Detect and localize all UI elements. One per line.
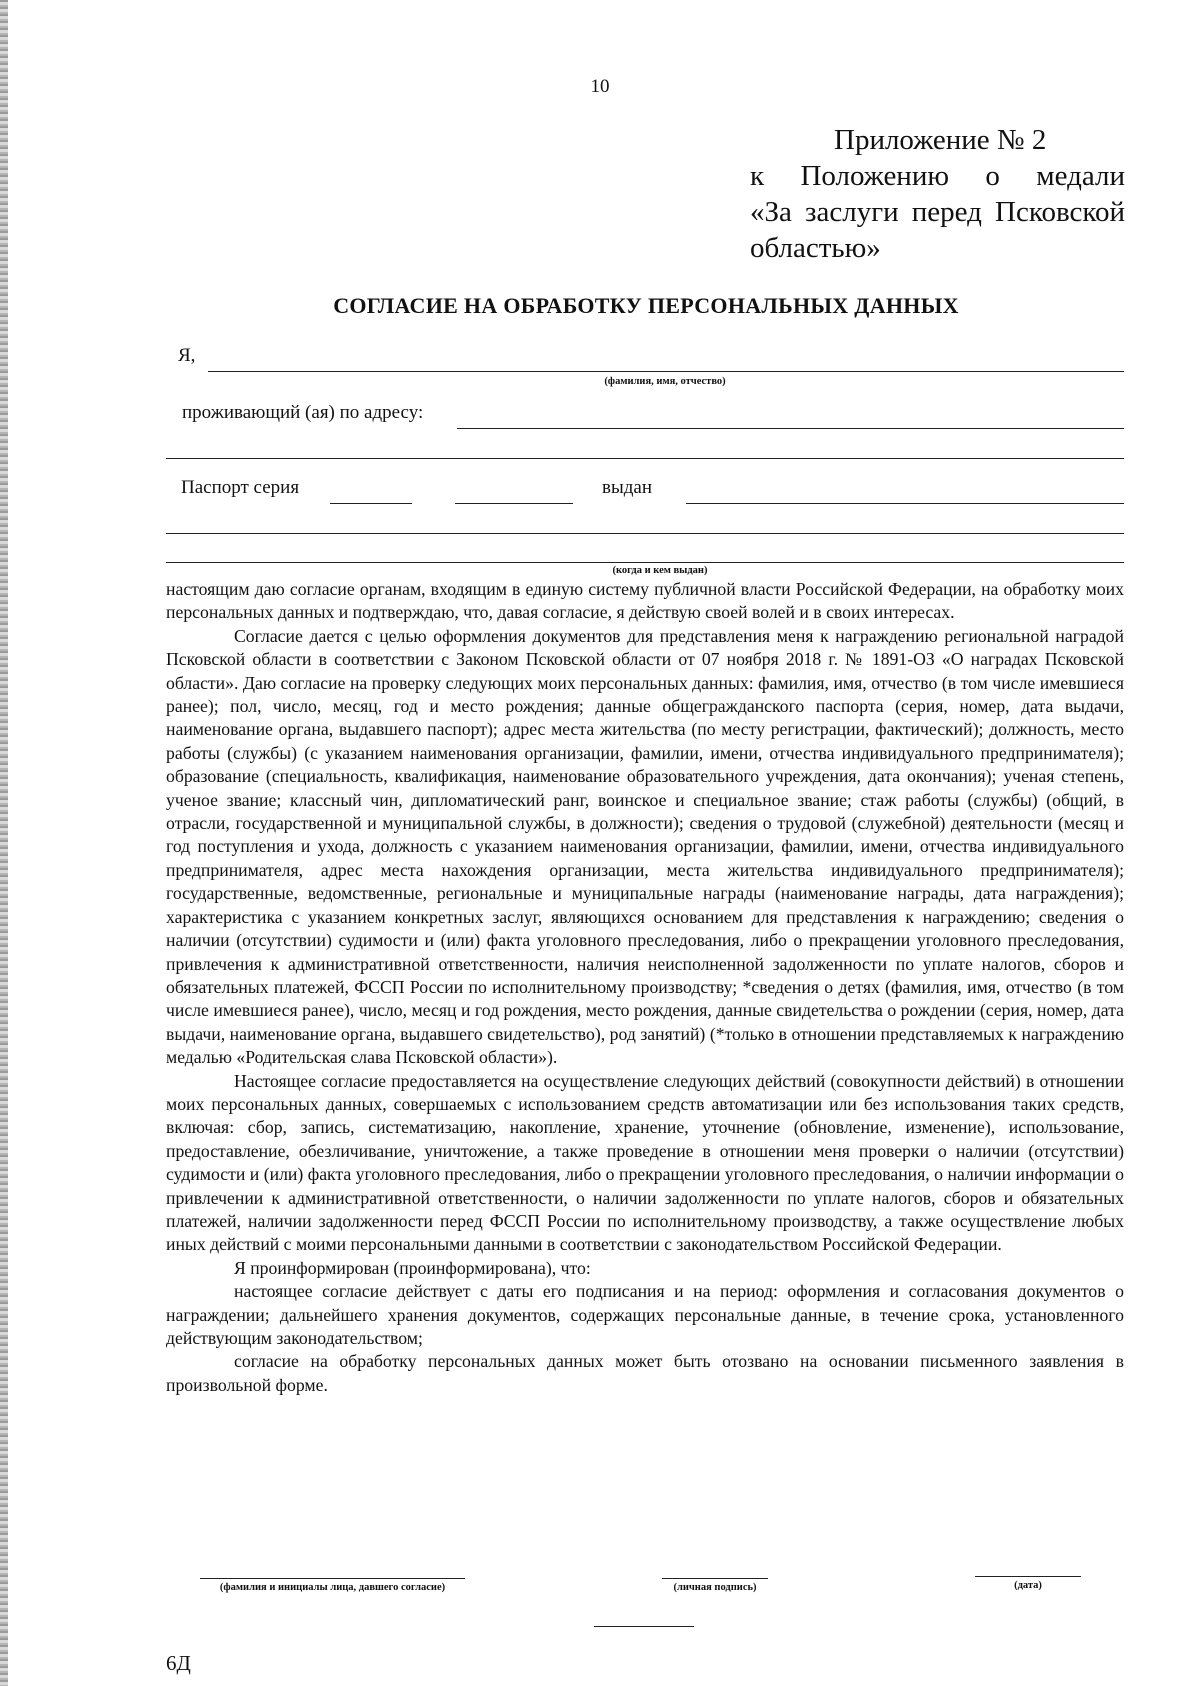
paragraph-actions: Настоящее согласие предоставляется на осуществление следующих действий (совокупности действий) в отношении моих персональных данных, совершаемых с использованием средств автоматизации или без использования таких средств, включая: сбор, запись, систематизацию, накопление, хранение, уточнение (обновление, изменение), использование, предоставление, обезличивание, уничтожение, а также проведение в отношении меня проверки о наличии (отсутствии) судимости и (или) факта уголовного преследования, либо о прекращении уголовного преследования, о наличии информации о привлечении к административной ответственности, о наличии задолженности по уплате налогов, сборов и обязательных платежей, наличии задолженности перед ФССП России по исполнительному производству, а также осуществление любых иных действий с моими персональными данными в соответствии с законодательством Российской Федерации. — [166, 1070, 1124, 1255]
consent-body — [166, 578, 1124, 1397]
name-signature-caption: (фамилия и инициалы лица, давшего согласие) — [219, 1582, 446, 1593]
address-label: проживающий (ая) по адресу: — [182, 402, 424, 423]
appendix-header — [750, 122, 1125, 266]
fio-caption: (фамилия, имя, отчество) — [604, 376, 726, 387]
ya-label: Я, — [178, 345, 196, 366]
issued-line-2[interactable] — [166, 533, 1124, 534]
appendix-line-4: областью» — [750, 232, 881, 264]
issued-line-3[interactable] — [166, 562, 1124, 563]
page-number: 10 — [590, 76, 610, 97]
scan-edge — [0, 0, 8, 1686]
address-line-1[interactable] — [457, 428, 1124, 429]
appendix-line-2: к Положению о медали — [750, 160, 1125, 192]
paragraph-purpose: Согласие дается с целью оформления документов для представления меня к награждению региональной наградой Псковской области в соответствии с Законом Псковской области от 07 ноября 2018 г. № 1891-ОЗ «О наградах Псковской области». Даю согласие на проверку следующих моих персональных данных: фамилия, имя, отчество (в том числе имевшиеся ранее); пол, число, месяц, год и место рождения; данные общегражданского паспорта (серия, номер, дата выдачи, наименование органа, выдавшего паспорт); адрес места жительства (по месту регистрации, фактический); должность, место работы (службы) (с указанием наименования организации, фамилии, имени, отчества индивидуального предпринимателя); образование (специальность, квалификация, наименование образовательного учреждения, дата окончания); ученая степень, ученое звание; классный чин, дипломатический ранг, воинское и специальное звание; стаж работы (службы) (общий, в отрасли, государственной и муниципальной службы, в должности); сведения о трудовой (служебной) деятельности (месяц и год поступления и ухода, должность с указанием наименования организации, фамилии, имени, отчества индивидуального предпринимателя, адрес места нахождения организации, места жительства индивидуального предпринимателя); государственные, ведомственные, региональные и муниципальные награды (наименование награды, дата награждения); характеристика с указанием конкретных заслуг, являющихся основанием для представления к награждению; сведения о наличии (отсутствии) судимости и (или) факта уголовного преследования, либо о прекращении уголовного преследования, привлечения к административной ответственности, наличия неисполненной задолженности по уплате налогов, сборов и обязательных платежей, ФССП России по исполнительному производству; *сведения о детях (фамилия, имя, отчество (в том числе имевшиеся ранее), число, месяц и год рождения, место рождения, данные свидетельства о рождении (серия, номер, дата выдачи, наименование органа, выдавшего свидетельство), род занятий) (*только в отношении представляемых к награждению медалью «Родительская слава Псковской области»). — [166, 625, 1124, 1068]
date-caption: (дата) — [1014, 1580, 1042, 1591]
paragraph-revocation: согласие на обработку персональных данных может быть отозвано на основании письменного заявления в произвольной форме. — [166, 1351, 1124, 1395]
passport-label: Паспорт серия — [181, 477, 300, 498]
paragraph-informed: Я проинформирован (проинформирована), что: — [234, 1257, 591, 1278]
document-title: СОГЛАСИЕ НА ОБРАБОТКУ ПЕРСОНАЛЬНЫХ ДАННЫХ — [333, 293, 959, 318]
bottom-rule — [594, 1626, 694, 1627]
address-line-2[interactable] — [166, 458, 1124, 459]
appendix-number: Приложение № 2 — [834, 124, 1047, 156]
appendix-line-3: «За заслуги перед Псковской — [750, 196, 1125, 228]
fio-line[interactable] — [208, 371, 1124, 372]
paragraph-validity: настоящее согласие действует с даты его подписания и на период: оформления и согласования документов о награждении; дальнейшего хранения документов, содержащих персональные данные, в течение срока, установленного действующим законодательством; — [166, 1281, 1124, 1348]
passport-number-line[interactable] — [455, 503, 573, 504]
passport-series-line[interactable] — [330, 503, 412, 504]
issued-caption: (когда и кем выдан) — [612, 565, 708, 576]
personal-signature-line[interactable] — [662, 1578, 768, 1579]
page-code: 6Д — [166, 1651, 191, 1675]
issued-line-1[interactable] — [686, 503, 1124, 504]
paragraph-consent-intro: настоящим даю согласие органам, входящим в единую систему публичной власти Российской Федерации, на обработку моих персональных данных и подтверждаю, что, давая согласие, я действую своей волей и в своих интересах. — [166, 579, 1124, 623]
personal-signature-caption: (личная подпись) — [673, 1582, 757, 1593]
issued-label: выдан — [602, 477, 653, 498]
name-signature-line[interactable] — [200, 1578, 465, 1579]
date-line[interactable] — [975, 1576, 1081, 1577]
